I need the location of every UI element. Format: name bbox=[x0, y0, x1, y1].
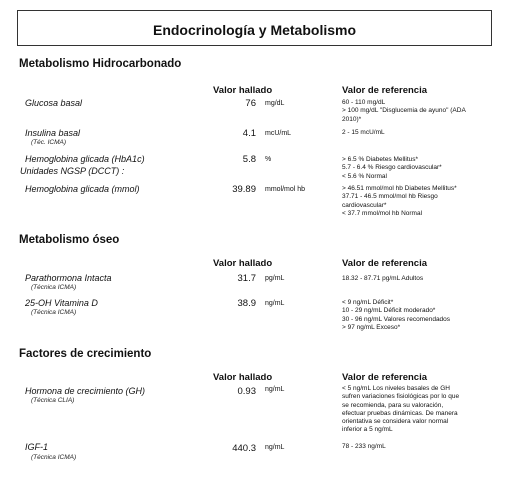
test-unit: ng/mL bbox=[265, 444, 285, 451]
column-header-reference: Valor de referencia bbox=[342, 85, 428, 96]
column-header-value: Valor hallado bbox=[213, 85, 273, 96]
test-name: Hormona de crecimiento (GH) bbox=[25, 386, 146, 396]
test-name: Hemoglobina glicada (HbA1c) bbox=[25, 154, 145, 164]
test-name: Glucosa basal bbox=[25, 98, 83, 108]
column-header-value: Valor hallado bbox=[213, 258, 273, 269]
test-technique: (Téc. ICMA) bbox=[31, 139, 67, 146]
column-header-reference: Valor de referencia bbox=[342, 258, 428, 269]
test-unit: ng/mL bbox=[265, 300, 285, 307]
test-value: 5.8 bbox=[242, 154, 256, 165]
test-unit: % bbox=[265, 156, 272, 163]
test-name: Insulina basal bbox=[25, 128, 81, 138]
test-technique: (Técnica CLIA) bbox=[31, 397, 75, 404]
reference-range: 60 - 110 mg/dL > 100 mg/dL "Disglucemia de ayuno" (ADA 2010)* bbox=[342, 99, 466, 123]
test-value: 0.93 bbox=[237, 386, 256, 397]
test-value: 76 bbox=[245, 98, 256, 109]
section-title-oseo: Metabolismo óseo bbox=[19, 234, 120, 246]
reference-range: 78 - 233 ng/mL bbox=[342, 443, 386, 450]
section-title-hidrocarbonado: Metabolismo Hidrocarbonado bbox=[19, 58, 182, 70]
section-title-crecimiento: Factores de crecimiento bbox=[19, 348, 152, 360]
test-unit: pg/mL bbox=[265, 275, 285, 282]
test-name-units: Unidades NGSP (DCCT) : bbox=[20, 166, 125, 176]
test-name: IGF-1 bbox=[25, 442, 49, 452]
reference-range: 2 - 15 mcU/mL bbox=[342, 129, 385, 136]
column-header-value: Valor hallado bbox=[213, 372, 273, 383]
test-value: 440.3 bbox=[232, 443, 256, 454]
reference-range: > 6.5 % Diabetes Mellitus* 5.7 - 6.4 % Riesgo cardiovascular* < 5.6 % Normal bbox=[342, 156, 442, 180]
reference-range: < 5 ng/mL Los niveles basales de GH sufren variaciones fisiológicas por lo que se recomienda, para su valoración, efectuar pruebas dinámicas. De manera orientativa se considera valor normal inferior a 5 ng/mL bbox=[342, 385, 460, 434]
reference-range: 18.32 - 87.71 pg/mL Adultos bbox=[342, 275, 424, 282]
test-unit: mg/dL bbox=[265, 100, 285, 107]
test-unit: ng/mL bbox=[265, 386, 285, 393]
test-technique: (Técnica ICMA) bbox=[31, 454, 77, 461]
header-bar bbox=[17, 10, 492, 46]
test-unit: mcU/mL bbox=[265, 130, 292, 137]
test-name: Parathormona Intacta bbox=[25, 273, 112, 283]
test-technique: (Técnica ICMA) bbox=[31, 284, 77, 291]
page-title: Endocrinología y Metabolismo bbox=[152, 22, 357, 38]
test-value: 39.89 bbox=[232, 184, 256, 195]
test-value: 38.9 bbox=[237, 298, 256, 309]
column-header-reference: Valor de referencia bbox=[342, 372, 428, 383]
test-unit: mmol/mol hb bbox=[265, 186, 306, 193]
test-value: 31.7 bbox=[237, 273, 256, 284]
test-name: 25-OH Vitamina D bbox=[25, 298, 98, 308]
test-name: Hemoglobina glicada (mmol) bbox=[25, 184, 140, 194]
reference-range: > 46.51 mmol/mol hb Diabetes Mellitus* 37.71 - 46.5 mmol/mol hb Riesgo cardiovascular* < 37.7 mmol/mol hb Normal bbox=[342, 185, 457, 217]
test-technique: (Técnica ICMA) bbox=[31, 309, 77, 316]
test-value: 4.1 bbox=[242, 128, 256, 139]
reference-range: < 9 ng/mL Déficit* 10 - 29 ng/mL Déficit moderado* 30 - 96 ng/mL Valores recomendados > 97 ng/mL Exceso* bbox=[342, 299, 451, 331]
